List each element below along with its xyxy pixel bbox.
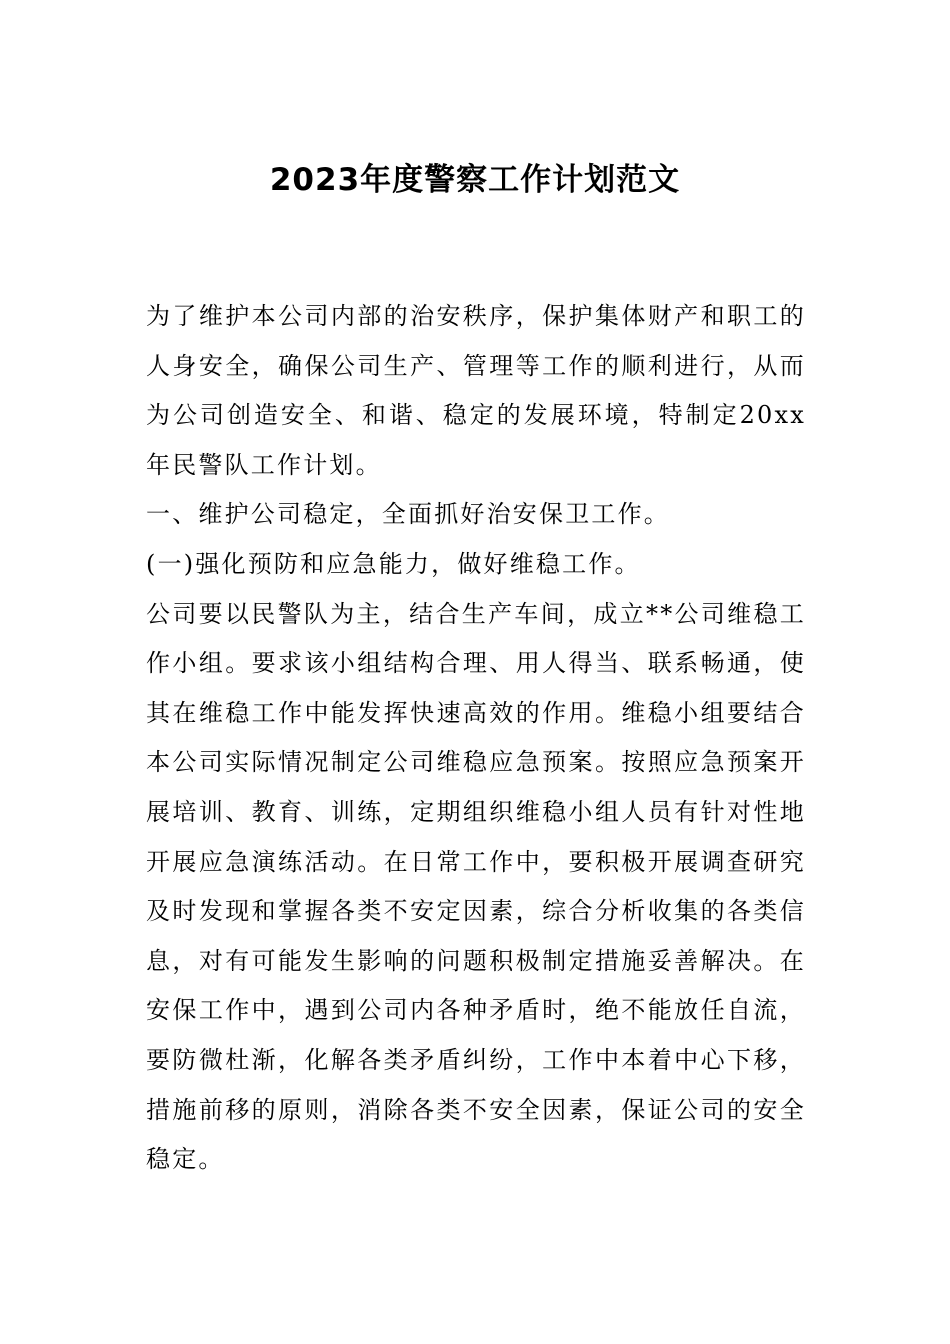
body-paragraph: 公司要以民警队为主，结合生产车间，成立**公司维稳工作小组。要求该小组结构合理、用人得当、联系畅通，使其在维稳工作中能发挥快速高效的作用。维稳小组要结合本公司实际情况制定公司维稳应急预案。按照应急预案开展培训、教育、训练，定期组织维稳小组人员有针对性地开展应急演练活动。在日常工作中，要积极开展调查研究及时发现和掌握各类不安定因素，综合分析收集的各类信息，对有可能发生影响的问题积极制定措施妥善解决。在安保工作中，遇到公司内各种矛盾时，绝不能放任自流，要防微杜渐，化解各类矛盾纠纷，工作中本着中心下移，措施前移的原则，消除各类不安全因素，保证公司的安全稳定。 [146, 599, 806, 1174]
document-body [146, 292, 806, 1185]
section-heading-1: 一、维护公司稳定，全面抓好治安保卫工作。 [146, 500, 670, 529]
subsection-heading-1: (一)强化预防和应急能力，做好维稳工作。 [146, 549, 641, 578]
intro-paragraph: 为了维护本公司内部的治安秩序，保护集体财产和职工的人身安全，确保公司生产、管理等工作的顺利进行，从而为公司创造安全、和谐、稳定的发展环境，特制定20xx年民警队工作计划。 [146, 302, 806, 479]
document-title: 2023年度警察工作计划范文 [269, 162, 681, 198]
